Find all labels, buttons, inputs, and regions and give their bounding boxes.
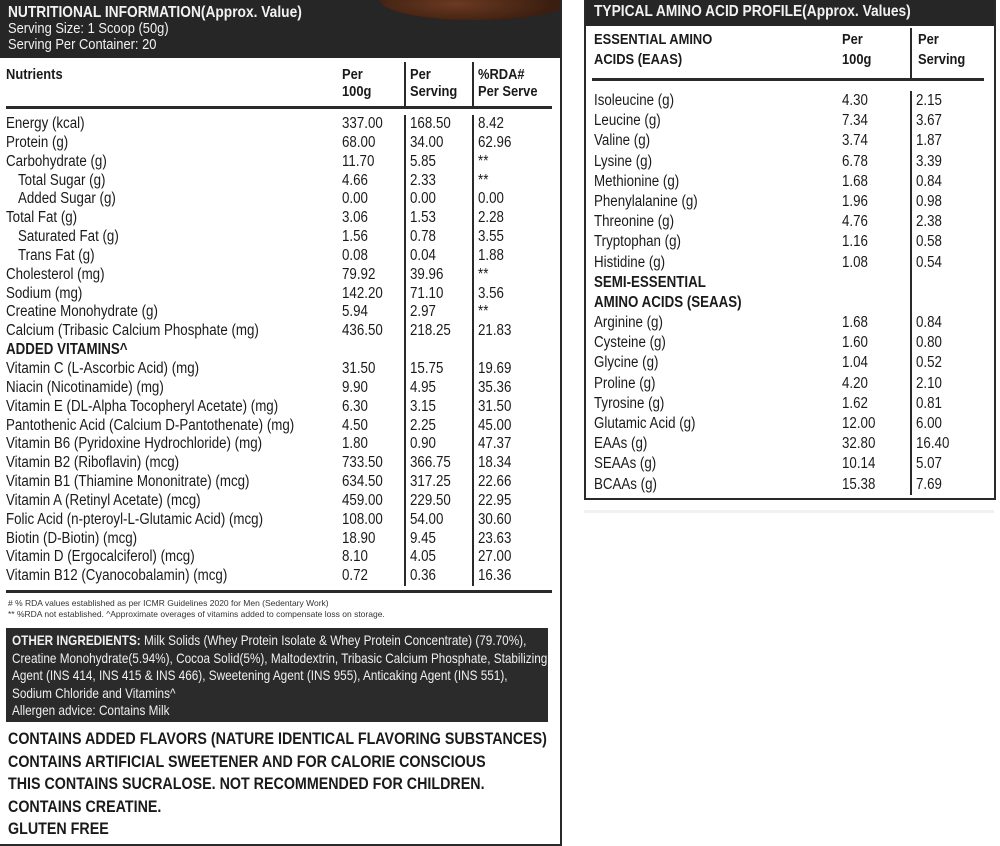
- value-per-serving: 0.36: [410, 567, 436, 585]
- warning-line: THIS CONTAINS SUCRALOSE. NOT RECOMMENDED FOR CHILDREN.: [8, 774, 485, 793]
- col-serving-line2: Serving: [410, 83, 458, 100]
- amino-per-serving: 5.07: [916, 455, 942, 473]
- value-per-100g: 4.66: [342, 171, 368, 189]
- value-per-100g: 3.06: [342, 209, 368, 227]
- amino-row: [592, 91, 984, 111]
- nutrient-name: Vitamin B1 (Thiamine Mononitrate) (mcg): [6, 473, 250, 491]
- value-per-100g: 436.50: [342, 322, 383, 340]
- warning-line: CONTAINS ARTIFICIAL SWEETENER AND FOR CALORIE CONSCIOUS: [8, 751, 486, 771]
- nutrient-row: [6, 435, 552, 454]
- value-per-serving: 34.00: [410, 133, 444, 151]
- amino-row: [592, 353, 984, 373]
- nutrient-row: [6, 266, 552, 285]
- section-heading: [592, 293, 984, 313]
- nutrient-row: [6, 172, 552, 191]
- nutrient-name: Vitamin D (Ergocalciferol) (mcg): [6, 548, 195, 566]
- value-per-100g: 5.94: [342, 303, 368, 321]
- col-rda-line1: %RDA#: [478, 66, 525, 83]
- amino-name: Methionine (g): [594, 172, 680, 190]
- amino-row: [592, 333, 984, 353]
- value-per-serving: 0.00: [410, 190, 436, 208]
- value-rda: 18.34: [478, 454, 512, 472]
- value-rda: 23.63: [478, 529, 512, 547]
- col-nutrients: Nutrients: [6, 66, 63, 83]
- amino-acid-panel: [584, 0, 996, 500]
- nutrient-name: Vitamin B2 (Riboflavin) (mcg): [6, 454, 180, 472]
- nutrient-name: Vitamin E (DL-Alpha Tocopheryl Acetate) (mg): [6, 397, 279, 415]
- value-per-serving: 2.33: [410, 171, 436, 189]
- value-per-serving: 15.75: [410, 359, 444, 377]
- nutrient-row: [6, 548, 552, 567]
- value-per-serving: 168.50: [410, 115, 451, 132]
- value-rda: 0.00: [478, 190, 504, 208]
- nutrient-row: [6, 247, 552, 266]
- value-per-serving: 366.75: [410, 454, 451, 472]
- nutrient-name: Total Fat (g): [6, 209, 78, 227]
- amino-per-serving: 3.39: [916, 152, 942, 170]
- nutrient-row: [6, 492, 552, 511]
- amino-name: SEAAs (g): [594, 455, 657, 473]
- nutrient-name: Vitamin C (L-Ascorbic Acid) (mg): [6, 359, 200, 377]
- amino-name: Glycine (g): [594, 354, 659, 372]
- nutrient-row: [6, 379, 552, 398]
- col-eaas-line1: ESSENTIAL AMINO: [594, 31, 713, 48]
- value-rda: **: [478, 303, 489, 321]
- amino-row: [592, 232, 984, 252]
- section-heading: [6, 341, 552, 360]
- value-per-100g: 337.00: [342, 115, 383, 132]
- nutrient-name: Trans Fat (g): [18, 246, 95, 264]
- allergen-advice: Allergen advice: Contains Milk: [12, 702, 170, 718]
- nutrient-row: [6, 285, 552, 304]
- value-per-serving: 2.97: [410, 303, 436, 321]
- amino-title: TYPICAL AMINO ACID PROFILE(Approx. Values): [594, 3, 911, 20]
- col-serving-line1: Per: [410, 66, 431, 83]
- amino-per-serving: 2.38: [916, 213, 942, 231]
- value-rda: 30.60: [478, 510, 512, 528]
- amino-row: [592, 434, 984, 454]
- amino-per-serving: 6.00: [916, 415, 942, 432]
- amino-name: Proline (g): [594, 374, 656, 392]
- nutrition-table-header: [6, 62, 552, 109]
- amino-per-100g: 4.76: [842, 213, 868, 231]
- value-per-serving: 39.96: [410, 265, 444, 283]
- value-rda: 22.95: [478, 491, 512, 509]
- amino-name: Glutamic Acid (g): [594, 415, 696, 432]
- nutrient-row: [6, 417, 552, 436]
- amino-per-100g: 1.04: [842, 354, 868, 372]
- value-per-100g: 634.50: [342, 473, 383, 491]
- amino-per-serving: 0.84: [916, 314, 942, 332]
- nutrient-row: [6, 473, 552, 492]
- value-per-serving: 317.25: [410, 473, 451, 491]
- nutrient-name: Protein (g): [6, 133, 69, 151]
- value-rda: 2.28: [478, 209, 504, 227]
- amino-per-100g: 1.60: [842, 334, 868, 352]
- nutrient-name: Energy (kcal): [6, 115, 85, 132]
- value-rda: 3.56: [478, 284, 504, 302]
- amino-row: [592, 374, 984, 394]
- warning-line: CONTAINS CREATINE.: [8, 796, 162, 816]
- value-per-serving: 0.78: [410, 228, 436, 246]
- amino-per-100g: 32.80: [842, 435, 876, 453]
- value-per-serving: 54.00: [410, 510, 444, 528]
- value-per-serving: 5.85: [410, 152, 436, 170]
- value-rda: 22.66: [478, 473, 512, 491]
- value-per-serving: 2.25: [410, 416, 436, 434]
- col-amino-serving-line1: Per: [918, 31, 939, 48]
- amino-per-serving: 1.87: [916, 132, 942, 150]
- amino-per-serving: 0.52: [916, 354, 942, 372]
- amino-name: Tyrosine (g): [594, 394, 665, 412]
- value-rda: 16.36: [478, 567, 512, 585]
- nutrient-name: Creatine Monohydrate (g): [6, 303, 158, 321]
- amino-header: [586, 0, 994, 26]
- amino-per-100g: 3.74: [842, 132, 868, 150]
- value-per-100g: 11.70: [342, 152, 375, 170]
- servings-per-container: Serving Per Container: 20: [8, 36, 157, 53]
- value-per-100g: 68.00: [342, 133, 376, 151]
- ingredients-label: OTHER INGREDIENTS:: [12, 632, 141, 648]
- value-rda: 27.00: [478, 548, 512, 566]
- nutrient-name: Vitamin B12 (Cyanocobalamin) (mcg): [6, 567, 228, 585]
- value-per-100g: 142.20: [342, 284, 383, 302]
- nutrient-row: [6, 360, 552, 379]
- amino-per-100g: 1.16: [842, 233, 868, 251]
- amino-row: [592, 454, 984, 474]
- amino-name: Cysteine (g): [594, 334, 666, 352]
- value-per-serving: 1.53: [410, 209, 436, 227]
- warning-line: GLUTEN FREE: [8, 819, 109, 838]
- value-per-serving: 4.05: [410, 548, 436, 566]
- value-rda: 3.55: [478, 228, 504, 246]
- value-per-100g: 9.90: [342, 378, 368, 396]
- col-eaas-line2: ACIDS (EAAS): [594, 51, 683, 68]
- amino-row: [592, 131, 984, 151]
- nutrient-name: Added Sugar (g): [18, 190, 116, 208]
- amino-per-serving: 16.40: [916, 435, 950, 453]
- col-amino-serving-line2: Serving: [918, 51, 966, 68]
- amino-name: Threonine (g): [594, 213, 675, 231]
- value-per-serving: 3.15: [410, 397, 436, 415]
- col-per100-line1: Per: [342, 66, 363, 83]
- nutrient-name: Niacin (Nicotinamide) (mg): [6, 378, 164, 396]
- nutrient-row: [6, 134, 552, 153]
- value-per-100g: 4.50: [342, 416, 368, 434]
- nutrient-name: Biotin (D-Biotin) (mcg): [6, 529, 138, 547]
- amino-row: [592, 172, 984, 192]
- amino-table-body: [592, 81, 984, 495]
- nutrient-name: Saturated Fat (g): [18, 228, 119, 246]
- amino-table: [592, 28, 984, 495]
- amino-name: Isoleucine (g): [594, 92, 675, 109]
- amino-per-100g: 10.14: [842, 455, 876, 473]
- col-rda-line2: Per Serve: [478, 83, 538, 100]
- value-per-serving: 71.10: [410, 284, 444, 302]
- amino-name: Phenylalanine (g): [594, 192, 698, 210]
- value-rda: 47.37: [478, 435, 512, 453]
- amino-per-serving: 0.81: [916, 394, 942, 412]
- value-per-100g: 31.50: [342, 359, 376, 377]
- value-per-100g: 0.08: [342, 246, 368, 264]
- nutrient-row: [6, 530, 552, 549]
- amino-per-100g: 12.00: [842, 415, 876, 432]
- value-per-100g: 79.92: [342, 265, 376, 283]
- nutrient-name: Sodium (mg): [6, 284, 83, 302]
- nutrient-row: [6, 322, 552, 341]
- nutrient-row: [6, 115, 552, 134]
- nutrient-name: Folic Acid (n-pteroyl-L-Glutamic Acid) (mcg): [6, 510, 264, 528]
- nutrition-table: [6, 62, 552, 593]
- value-per-100g: 0.72: [342, 567, 368, 585]
- value-per-100g: 0.00: [342, 190, 368, 208]
- value-per-serving: 0.04: [410, 246, 436, 264]
- amino-name: Leucine (g): [594, 112, 661, 130]
- amino-per-100g: 15.38: [842, 475, 876, 493]
- nutrient-row: [6, 228, 552, 247]
- amino-per-serving: 2.10: [916, 374, 942, 392]
- footnotes: [8, 598, 548, 620]
- amino-name: SEMI-ESSENTIAL: [594, 273, 706, 291]
- amino-per-100g: 1.08: [842, 253, 868, 271]
- amino-per-100g: 4.20: [842, 374, 868, 392]
- amino-name: Valine (g): [594, 132, 651, 150]
- nutrient-row: [6, 398, 552, 417]
- amino-per-serving: 3.67: [916, 112, 942, 130]
- amino-per-serving: 0.58: [916, 233, 942, 251]
- col-per100-line2: 100g: [342, 83, 372, 100]
- nutrition-header: [0, 0, 560, 58]
- amino-per-100g: 1.96: [842, 192, 868, 210]
- nutrient-row: [6, 454, 552, 473]
- warnings: [8, 728, 568, 841]
- amino-row: [592, 212, 984, 232]
- value-per-serving: 4.95: [410, 378, 436, 396]
- amino-per-100g: 1.62: [842, 394, 868, 412]
- value-rda: **: [478, 265, 489, 283]
- amino-table-header: [592, 28, 984, 81]
- value-rda: 62.96: [478, 133, 512, 151]
- nutrient-row: [6, 190, 552, 209]
- value-per-serving: 218.25: [410, 322, 451, 340]
- footnote-rda: # % RDA values established as per ICMR Guidelines 2020 for Men (Sedentary Work): [8, 598, 329, 608]
- value-per-100g: 108.00: [342, 510, 383, 528]
- nutrient-row: [6, 567, 552, 586]
- nutrient-row: [6, 303, 552, 322]
- amino-per-serving: 7.69: [916, 475, 942, 493]
- amino-row: [592, 475, 984, 495]
- amino-per-serving: 0.54: [916, 253, 942, 271]
- amino-name: BCAAs (g): [594, 475, 657, 493]
- value-rda: 35.36: [478, 378, 512, 396]
- value-rda: **: [478, 171, 489, 189]
- amino-per-100g: 4.30: [842, 92, 868, 109]
- amino-per-serving: 0.84: [916, 172, 942, 190]
- amino-per-serving: 0.98: [916, 192, 942, 210]
- value-per-serving: 0.90: [410, 435, 436, 453]
- warning-line: CONTAINS ADDED FLAVORS (NATURE IDENTICAL FLAVORING SUBSTANCES): [8, 729, 547, 748]
- value-per-100g: 1.80: [342, 435, 368, 453]
- nutrition-title: NUTRITIONAL INFORMATION(Approx. Value): [8, 4, 302, 21]
- nutrient-row: [6, 511, 552, 530]
- amino-name: EAAs (g): [594, 435, 648, 453]
- amino-row: [592, 414, 984, 434]
- amino-row: [592, 253, 984, 273]
- amino-per-serving: 2.15: [916, 92, 942, 109]
- value-per-100g: 6.30: [342, 397, 368, 415]
- value-rda: 21.83: [478, 322, 512, 340]
- nutrient-row: [6, 153, 552, 172]
- amino-per-100g: 1.68: [842, 314, 868, 332]
- nutrient-row: [6, 209, 552, 228]
- amino-row: [592, 152, 984, 172]
- value-per-100g: 733.50: [342, 454, 383, 472]
- col-amino-per100-line2: 100g: [842, 51, 872, 68]
- nutrient-name: Carbohydrate (g): [6, 152, 107, 170]
- divider-line: [584, 510, 994, 513]
- amino-name: AMINO ACIDS (SEAAS): [594, 293, 742, 311]
- value-rda: 31.50: [478, 397, 512, 415]
- other-ingredients-box: [6, 628, 548, 722]
- nutrient-name: Vitamin A (Retinyl Acetate) (mcg): [6, 491, 201, 509]
- value-per-100g: 8.10: [342, 548, 368, 566]
- footnote-not-established: ** %RDA not established. ^Approximate overages of vitamins added to compensate loss on storage.: [8, 609, 385, 619]
- nutrient-name: Calcium (Tribasic Calcium Phosphate (mg): [6, 322, 259, 340]
- nutrition-table-body: [6, 109, 552, 593]
- serving-size: Serving Size: 1 Scoop (50g): [8, 20, 169, 37]
- amino-name: Histidine (g): [594, 253, 666, 271]
- value-per-100g: 1.56: [342, 228, 368, 246]
- nutrient-name: Total Sugar (g): [18, 171, 106, 189]
- amino-name: Tryptophan (g): [594, 233, 681, 251]
- amino-name: Lysine (g): [594, 152, 653, 170]
- amino-per-100g: 7.34: [842, 112, 868, 130]
- section-heading: [592, 273, 984, 293]
- amino-per-serving: 0.80: [916, 334, 942, 352]
- value-per-100g: 459.00: [342, 491, 383, 509]
- amino-row: [592, 111, 984, 131]
- amino-row: [592, 313, 984, 333]
- ingredients-text: Milk Solids (Whey Protein Isolate & Whey Protein Concentrate) (79.70%), Creatine Monohydrate(5.94%), Cocoa Solid(5%), Maltodextrin, Tribasic Calcium Phosphate, Stabilizing Agent (INS 414, INS 415 & INS 466), Sweetening Agent (INS 955), Anticaking Agent (INS 551), Sodium Chloride and Vitamins^: [12, 632, 548, 701]
- amino-row: [592, 394, 984, 414]
- value-per-serving: 229.50: [410, 491, 451, 509]
- amino-per-100g: 1.68: [842, 172, 868, 190]
- value-per-serving: 9.45: [410, 529, 436, 547]
- nutrient-name: Pantothenic Acid (Calcium D-Pantothenate) (mg): [6, 416, 295, 434]
- amino-row: [592, 192, 984, 212]
- value-rda: 45.00: [478, 416, 512, 434]
- value-rda: **: [478, 152, 489, 170]
- value-per-100g: 18.90: [342, 529, 376, 547]
- amino-name: Arginine (g): [594, 314, 663, 332]
- nutrient-name: Cholesterol (mg): [6, 265, 105, 283]
- amino-per-100g: 6.78: [842, 152, 868, 170]
- nutrient-name: ADDED VITAMINS^: [6, 341, 128, 359]
- value-rda: 8.42: [478, 115, 504, 132]
- nutrient-name: Vitamin B6 (Pyridoxine Hydrochloride) (mg): [6, 435, 263, 453]
- col-amino-per100-line1: Per: [842, 31, 863, 48]
- value-rda: 19.69: [478, 359, 512, 377]
- value-rda: 1.88: [478, 246, 504, 264]
